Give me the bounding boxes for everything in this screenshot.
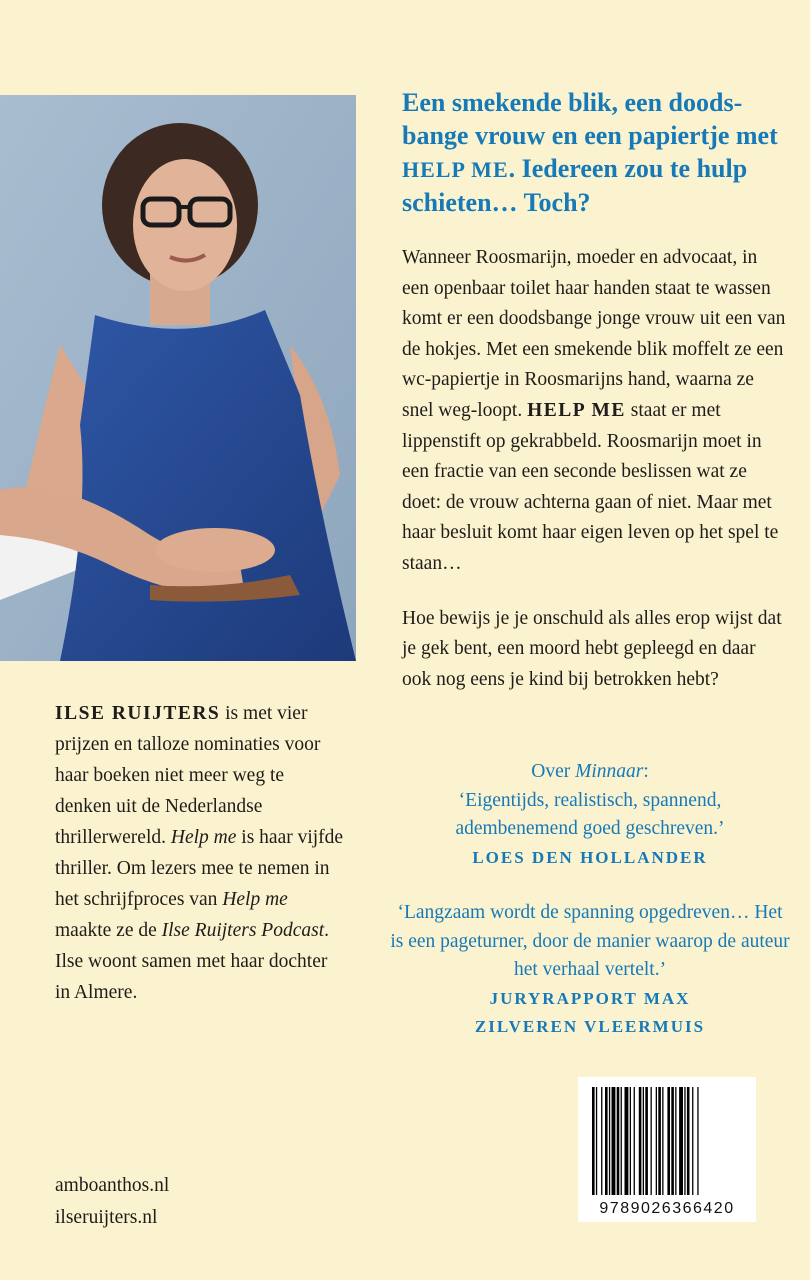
barcode — [578, 1077, 756, 1222]
author-bio: ILSE RUIJTERS is met vier prijzen en talloze nominaties voor haar boeken niet meer weg te denken uit de Nederlandse thrillerwereld. Help me is haar vijfde thriller. Om lezers mee te nemen in het schrijfproces van Help me maakte ze de Ilse Ruijters Podcast. Ilse woont samen met haar dochter in Almere. — [55, 703, 344, 1003]
website-list — [55, 1170, 169, 1234]
quote-source: LOES DEN HOLLANDER — [472, 847, 708, 867]
barcode-bar — [643, 1087, 644, 1195]
barcode-bar — [592, 1087, 595, 1195]
barcode-bar — [687, 1087, 690, 1195]
barcode-bar — [612, 1087, 616, 1195]
barcode-bar — [601, 1087, 602, 1195]
barcode-bar — [675, 1087, 676, 1195]
barcode-bar — [671, 1087, 674, 1195]
headline: Een smekende blik, een doods-bange vrouw en een papiertje met HELP ME. Iedereen zou te hulp schieten… Toch? — [402, 88, 778, 217]
barcode-bar — [596, 1087, 597, 1195]
isbn-number: 9789026366420 — [599, 1200, 735, 1217]
barcode-bar — [621, 1087, 622, 1195]
blurb-paragraph-2: Hoe bewijs je je onschuld als alles erop wijst dat je gek bent, een moord hebt gepleegd en daar ook nog eens je kind bij betrokken hebt? — [402, 607, 782, 690]
barcode-bar — [656, 1087, 657, 1195]
barcode-bar — [697, 1087, 698, 1195]
review-quote-2 — [380, 899, 800, 1042]
barcode-bar — [679, 1087, 683, 1195]
review-quote-1: Over Minnaar: ‘Eigentijds, realistisch, spannend, adembenemend goed geschreven.’ LOES DEN HOLLANDER — [380, 758, 800, 872]
barcode-bar — [605, 1087, 608, 1195]
barcode-bar — [617, 1087, 620, 1195]
barcode-bar — [651, 1087, 652, 1195]
barcode-bar — [684, 1087, 685, 1195]
barcode-bar — [662, 1087, 663, 1195]
barcode-bar — [639, 1087, 642, 1195]
blurb — [402, 243, 787, 719]
barcode-bar — [630, 1087, 631, 1195]
barcode-bar — [667, 1087, 670, 1195]
author-photo — [0, 95, 356, 661]
quote-text: ‘Langzaam wordt de spanning opgedreven… Het is een pageturner, door de manier waarop de auteur het verhaal vertelt.’ — [390, 902, 790, 980]
barcode-bars — [578, 1077, 756, 1199]
barcode-bar — [645, 1087, 648, 1195]
website-publisher: amboanthos.nl — [55, 1175, 170, 1196]
barcode-bar — [692, 1087, 693, 1195]
quote-source: JURYRAPPORT MAX ZILVEREN VLEERMUIS — [474, 988, 706, 1036]
blurb-paragraph-1: Wanneer Roosmarijn, moeder en advocaat, in een openbaar toilet haar handen staat te wassen komt er een doodsbange jonge vrouw uit een van de hokjes. Met een smekende blik moffelt ze een wc-papiertje in Roosmarijns hand, waarna ze snel weg-loopt. HELP ME staat er met lippenstift op gekrabbeld. Roosmarijn moet in een fractie van een seconde beslissen wat ze doet: de vrouw achterna gaan of niet. Maar met haar besluit komt haar eigen leven op het spel te staan… — [402, 247, 786, 574]
author-name: ILSE RUIJTERS — [55, 703, 221, 724]
barcode-bar — [609, 1087, 610, 1195]
quote-text: ‘Eigentijds, realistisch, spannend, adembenemend goed geschreven.’ — [455, 789, 725, 839]
barcode-bar — [658, 1087, 661, 1195]
barcode-bar — [625, 1087, 629, 1195]
barcode-bar — [634, 1087, 635, 1195]
website-author: ilseruijters.nl — [55, 1207, 158, 1228]
